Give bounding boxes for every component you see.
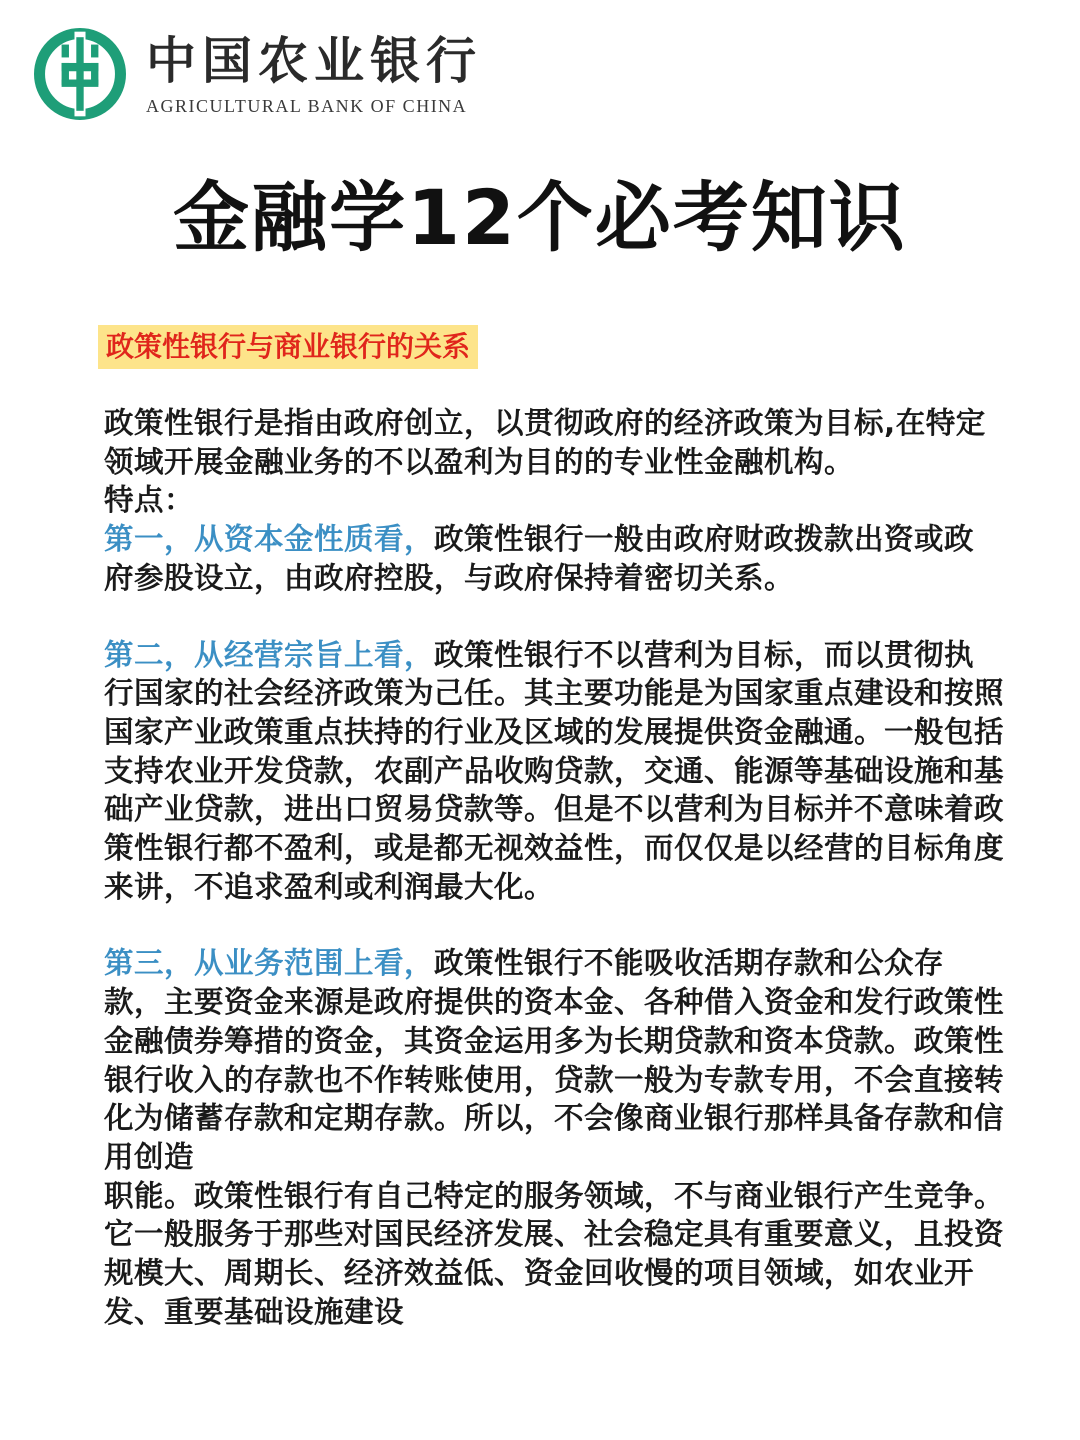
point-3-text: 政策性银行不能吸收活期存款和公众存款，主要资金来源是政府提供的资本金、各种借入资金和发行政策性金融债券筹措的资金，其资金运用多为长期贷款和资本贷款。政策性银行收入的存款也不作转账使用，贷款一般为专款专用，不会直接转化为储蓄存款和定期存款。所以，不会像商业银行那样具备存款和信用创造 [104,946,1005,1174]
intro-paragraph [104,404,1004,481]
bank-name-en: AGRICULTURAL BANK OF CHINA [146,95,468,116]
features-label: 特点： [104,483,195,518]
point-3-continued: 职能。政策性银行有自己特定的服务领域，不与商业银行产生竞争。它一般服务于那些对国民经济发展、社会稳定具有重要意义，且投资规模大、周期长、经济效益低、资金回收慢的项目领域，如农业开发、重要基础设施建设 [104,1178,1005,1329]
point-1-lead: 第一，从资本金性质看， [104,522,435,557]
article-body [104,404,1004,1331]
point-2-text: 政策性银行不以营利为目标，而以贯彻执行国家的社会经济政策为己任。其主要功能是为国家重点建设和按照国家产业政策重点扶持的行业及区域的发展提供资金融通。一般包括支持农业开发贷款，农副产品收购贷款，交通、能源等基础设施和基础产业贷款，进出口贸易贷款等。但是不以营利为目标并不意味着政策性银行都不盈利，或是都无视效益性，而仅仅是以经营的目标角度来讲，不追求盈利或利润最大化。 [104,637,1005,904]
point-2-lead: 第二，从经营宗旨上看， [104,637,435,672]
point-3-lead: 第三，从业务范围上看， [104,946,435,981]
section-tag: 政策性银行与商业银行的关系 [98,325,478,369]
point-2 [104,636,1004,907]
bank-name-cn: 中国农业银行 [146,30,482,90]
bank-logo [34,26,482,122]
point-3 [104,944,1004,1176]
abc-bank-logo-icon [34,28,126,120]
intro-text: 政策性银行是指由政府创立，以贯彻政府的经济政策为目标,在特定领域开展金融业务的不以盈利为目的的专业性金融机构。 [104,406,986,479]
point-1 [104,520,1004,597]
page-title: 金融学12个必考知识 [173,173,907,262]
point-1-text: 政策性银行一般由政府财政拨款出资或政府参股设立，由政府控股，与政府保持着密切关系。 [104,522,975,595]
